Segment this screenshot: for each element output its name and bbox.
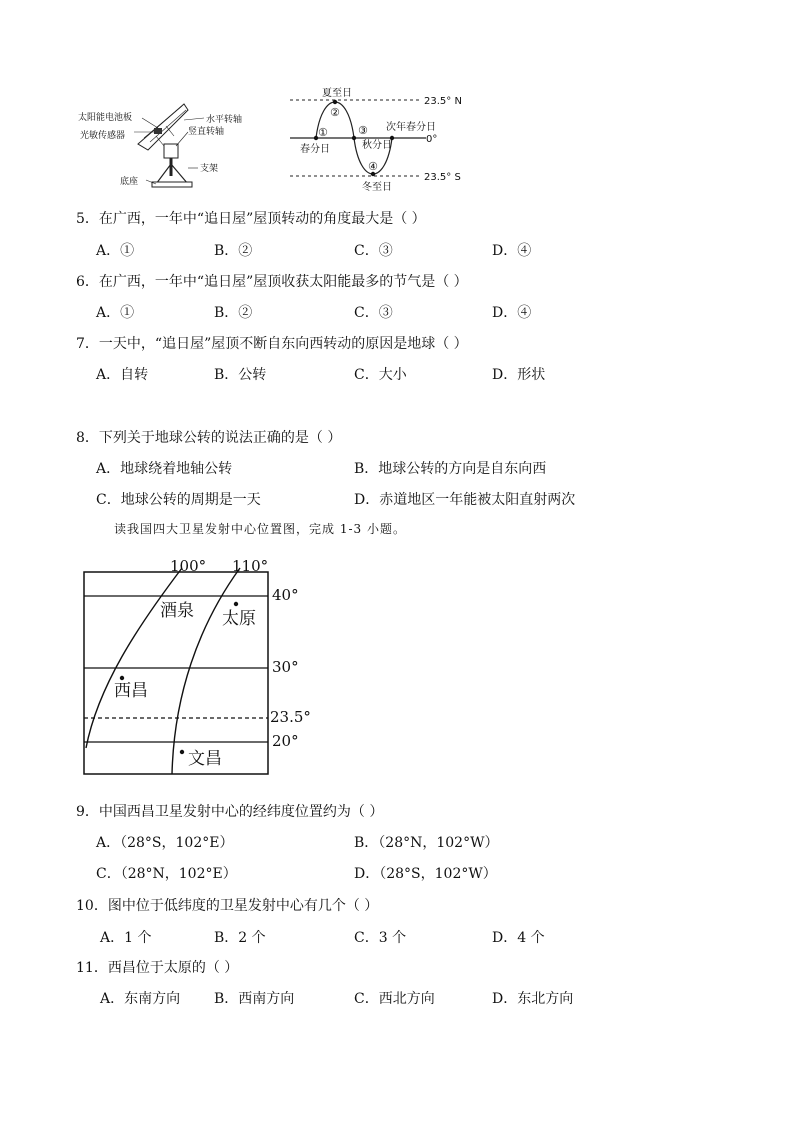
autumn-equinox-dot xyxy=(352,136,356,140)
solar-panel-shape xyxy=(138,104,188,150)
label-taiyuan: 太原 xyxy=(222,609,256,629)
label-autumn: 秋分日 xyxy=(362,140,392,151)
label-lat-0: 0° xyxy=(426,134,438,145)
label-lat-30: 30° xyxy=(272,658,299,676)
q8-option-c[interactable]: C．地球公转的周期是一天 xyxy=(96,492,261,508)
solar-tracker-figure xyxy=(76,98,266,194)
q11-option-d[interactable]: D．东北方向 xyxy=(492,991,574,1007)
q5-option-c[interactable]: C．③ xyxy=(354,243,393,259)
q10-option-a[interactable]: A．1 个 xyxy=(100,930,152,946)
xichang-dot xyxy=(120,676,124,680)
marker-1: ① xyxy=(318,126,328,139)
label-lat-s: 23.5° S xyxy=(424,172,461,183)
label-lon-110: 110° xyxy=(232,557,269,575)
question-5-stem: 5．在广西，一年中“追日屋”屋顶转动的角度最大是（ ） xyxy=(76,211,426,227)
q5-option-d[interactable]: D．④ xyxy=(492,243,532,259)
label-panel: 太阳能电池板 xyxy=(78,113,133,123)
q10-option-b[interactable]: B．2 个 xyxy=(214,930,266,946)
q11-option-a[interactable]: A．东南方向 xyxy=(100,991,181,1007)
summer-solstice-dot xyxy=(333,100,337,104)
label-summer: 夏至日 xyxy=(322,88,352,99)
q11-option-b[interactable]: B．西南方向 xyxy=(214,991,295,1007)
q10-option-c[interactable]: C．3 个 xyxy=(354,930,407,946)
label-bracket: 支架 xyxy=(200,164,219,174)
marker-2: ② xyxy=(330,106,340,119)
q7-option-d[interactable]: D．形状 xyxy=(492,367,546,383)
q7-option-b[interactable]: B．公转 xyxy=(214,367,267,383)
q9-option-c[interactable]: C．（28°N，102°E） xyxy=(96,866,237,882)
q10-option-d[interactable]: D．4 个 xyxy=(492,930,545,946)
label-next-spring: 次年春分日 xyxy=(386,122,436,133)
q9-option-b[interactable]: B．（28°N，102°W） xyxy=(354,835,499,851)
vertical-axis-shape xyxy=(164,144,178,158)
label-wenchang: 文昌 xyxy=(188,749,222,769)
q6-option-d[interactable]: D．④ xyxy=(492,305,532,321)
q8-option-d[interactable]: D．赤道地区一年能被太阳直射两次 xyxy=(354,492,576,508)
q6-option-c[interactable]: C．③ xyxy=(354,305,393,321)
label-lat-n: 23.5° N xyxy=(424,96,462,107)
map-instruction: 读我国四大卫星发射中心位置图，完成 1-3 小题。 xyxy=(114,522,406,536)
q6-option-a[interactable]: A．① xyxy=(96,305,135,321)
lon-110-line xyxy=(172,568,240,774)
label-base: 底座 xyxy=(120,177,139,187)
q9-option-d[interactable]: D．（28°S，102°W） xyxy=(354,866,497,882)
launch-center-map xyxy=(78,556,328,780)
marker-4: ④ xyxy=(368,160,378,173)
label-winter: 冬至日 xyxy=(362,182,392,192)
q7-option-c[interactable]: C．大小 xyxy=(354,367,407,383)
q8-option-b[interactable]: B．地球公转的方向是自东向西 xyxy=(354,461,547,477)
q5-option-a[interactable]: A．① xyxy=(96,243,135,259)
label-jiuquan: 酒泉 xyxy=(160,601,194,621)
question-10-stem: 10．图中位于低纬度的卫星发射中心有几个（ ） xyxy=(76,898,379,914)
taiyuan-dot xyxy=(234,602,238,606)
label-h-axis: 水平转轴 xyxy=(206,115,243,125)
q6-option-b[interactable]: B．② xyxy=(214,305,253,321)
question-8-stem: 8．下列关于地球公转的说法正确的是（ ） xyxy=(76,430,342,446)
lon-100-line xyxy=(86,568,182,748)
q8-option-a[interactable]: A．地球绕着地轴公转 xyxy=(96,461,233,477)
label-xichang: 西昌 xyxy=(114,681,148,701)
q11-option-c[interactable]: C．西北方向 xyxy=(354,991,435,1007)
label-spring: 春分日 xyxy=(300,144,330,155)
light-sensor-shape xyxy=(154,128,162,134)
q9-option-a[interactable]: A．（28°S，102°E） xyxy=(96,835,234,851)
marker-3: ③ xyxy=(358,124,368,137)
label-sensor: 光敏传感器 xyxy=(80,131,126,141)
question-11-stem: 11．西昌位于太原的（ ） xyxy=(76,960,239,976)
label-lat-235: 23.5° xyxy=(270,708,311,726)
q5-option-b[interactable]: B．② xyxy=(214,243,253,259)
label-lat-20: 20° xyxy=(272,732,299,750)
label-lat-40: 40° xyxy=(272,586,299,604)
subsolar-diagram xyxy=(286,82,486,192)
q7-option-a[interactable]: A．自转 xyxy=(96,367,149,383)
question-7-stem: 7．一天中，“追日屋”屋顶不断自东向西转动的原因是地球（ ） xyxy=(76,336,468,352)
wenchang-dot xyxy=(180,750,184,754)
base-shape xyxy=(152,182,192,187)
label-lon-100: 100° xyxy=(170,557,207,575)
question-6-stem: 6．在广西，一年中“追日屋”屋顶收获太阳能最多的节气是（ ） xyxy=(76,274,468,290)
label-v-axis: 竖直转轴 xyxy=(188,127,225,137)
question-9-stem: 9．中国西昌卫星发射中心的经纬度位置约为（ ） xyxy=(76,804,384,820)
